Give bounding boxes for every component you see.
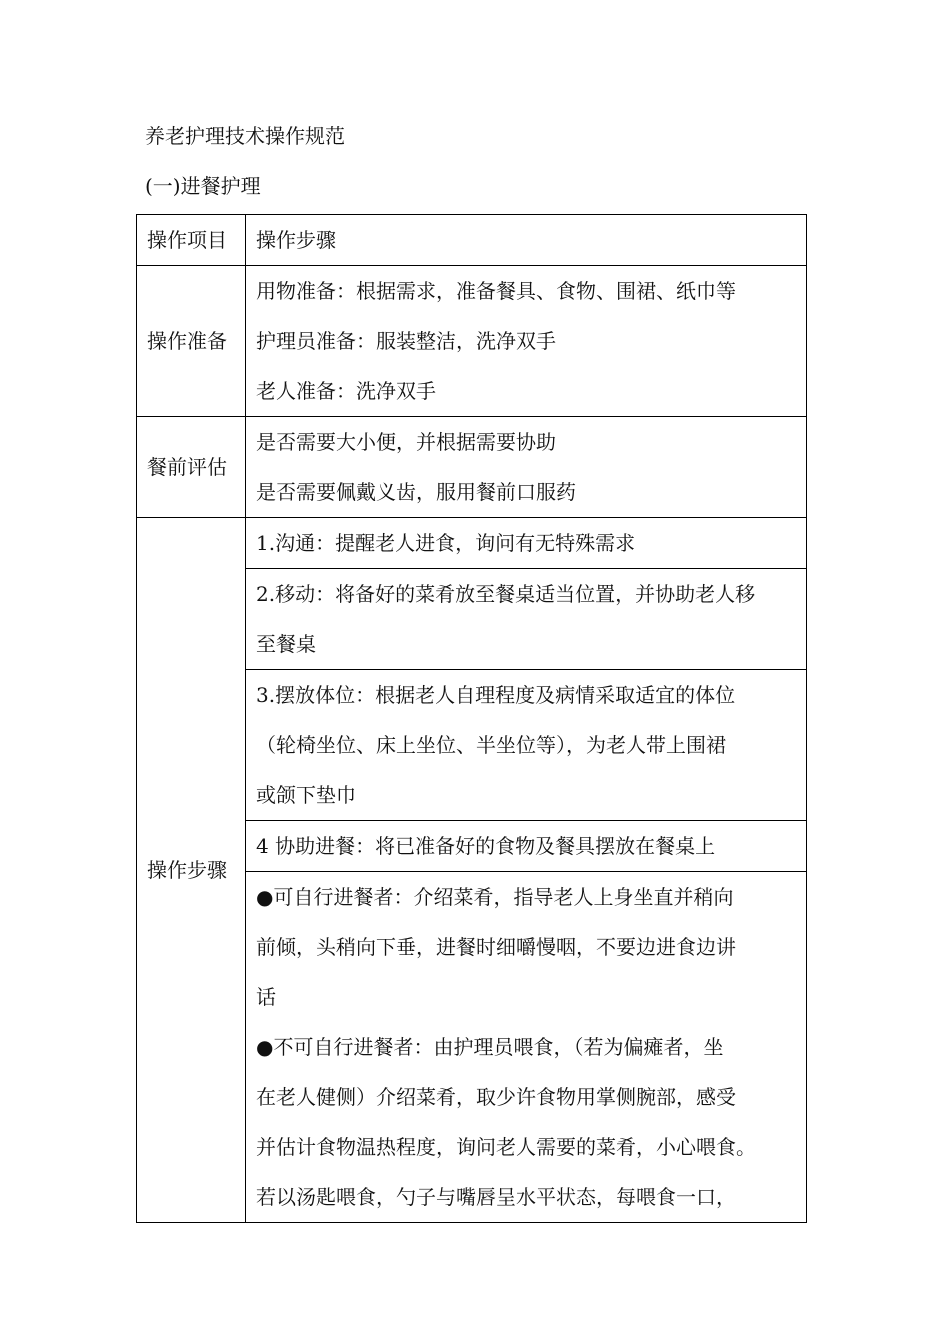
step3-line-2: （轮椅坐位、床上坐位、半坐位等），为老人带上围裙 [256, 733, 726, 757]
step1-text: 1.沟通：提醒老人进食，询问有无特殊需求 [256, 531, 636, 555]
table-header-row [137, 215, 807, 266]
header-steps-cell: 操作步骤 [246, 215, 807, 266]
step3-line-3: 或颌下垫巾 [256, 783, 356, 807]
document-title: 养老护理技术操作规范 [145, 124, 345, 148]
detail-cell [246, 872, 807, 1223]
prep-steps-cell [246, 266, 807, 417]
procedure-item-cell: 操作步骤 [137, 518, 246, 1223]
detail-line-2: 前倾，头稍向下垂，进餐时细嚼慢咽，不要边进食边讲 [256, 935, 736, 959]
section-title: (一)进餐护理 [145, 174, 261, 198]
assess-steps-cell [246, 417, 807, 518]
detail-line-7: 若以汤匙喂食，勺子与嘴唇呈水平状态，每喂食一口， [256, 1185, 736, 1209]
step1-cell [246, 518, 807, 569]
table-row-prep [137, 266, 807, 417]
assess-item-cell: 餐前评估 [137, 417, 246, 518]
step3-line-1: 3.摆放体位：根据老人自理程度及病情采取适宜的体位 [256, 683, 736, 707]
detail-line-5: 在老人健侧）介绍菜肴，取少许食物用掌侧腕部，感受 [256, 1085, 736, 1109]
prep-line-elder: 老人准备：洗净双手 [256, 379, 436, 403]
step4-text: 4 协助进餐：将已准备好的食物及餐具摆放在餐桌上 [256, 834, 716, 858]
assess-line-toilet: 是否需要大小便，并根据需要协助 [256, 430, 556, 454]
step2-cell [246, 569, 807, 670]
table-row-step1 [137, 518, 807, 569]
procedure-table [136, 214, 807, 1223]
prep-line-supplies: 用物准备：根据需求，准备餐具、食物、围裙、纸巾等 [256, 279, 736, 303]
step2-line-2: 至餐桌 [256, 632, 316, 656]
step2-line-1: 2.移动：将备好的菜肴放至餐桌适当位置，并协助老人移 [256, 582, 756, 606]
detail-line-1: ●可自行进餐者：介绍菜肴，指导老人上身坐直并稍向 [256, 885, 734, 909]
table-row-assess [137, 417, 807, 518]
step3-cell [246, 670, 807, 821]
assess-line-dentures: 是否需要佩戴义齿，服用餐前口服药 [256, 480, 576, 504]
prep-item-cell: 操作准备 [137, 266, 246, 417]
detail-line-6: 并估计食物温热程度，询问老人需要的菜肴，小心喂食。 [256, 1135, 756, 1159]
detail-line-4: ●不可自行进餐者：由护理员喂食，（若为偏瘫者，坐 [256, 1035, 724, 1059]
prep-line-caregiver: 护理员准备：服装整洁，洗净双手 [256, 329, 556, 353]
detail-line-3: 话 [256, 985, 276, 1009]
step4-cell [246, 821, 807, 872]
header-item-cell: 操作项目 [137, 215, 246, 266]
